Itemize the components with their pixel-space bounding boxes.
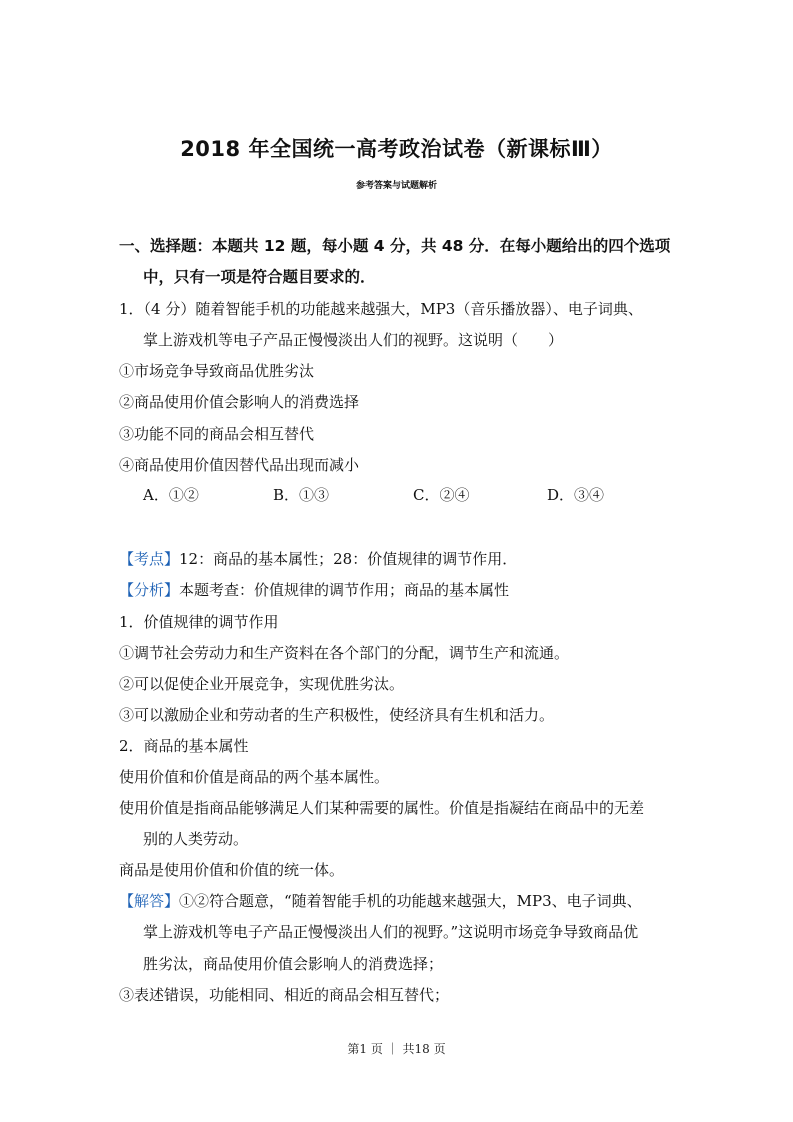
analysis-line: ③可以激励企业和劳动者的生产积极性，使经济具有生机和活力。 (119, 706, 555, 724)
option-a: A．①② (143, 486, 199, 504)
page-subtitle: 参考答案与试题解析 (355, 181, 437, 191)
fenxi-text: 本题考查：价值规律的调节作用；商品的基本属性 (179, 581, 510, 599)
analysis-line: 2．商品的基本属性 (119, 737, 249, 755)
option-c: C．②④ (413, 486, 470, 504)
jieda-text: ①②符合题意，“随着智能手机的功能越来越强大，MP3、电子词典、 (179, 892, 642, 910)
section-heading-line1: 一、选择题：本题共 12 题，每小题 4 分，共 48 分．在每小题给出的四个选项 (119, 237, 671, 255)
question-stem-line2: 掌上游戏机等电子产品正慢慢淡出人们的视野。这说明（ ） (143, 331, 564, 349)
analysis-line: 1．价值规律的调节作用 (119, 613, 279, 631)
statement-item: ①市场竞争导致商品优胜劣汰 (119, 362, 315, 380)
fenxi-line (119, 580, 509, 600)
jieda-line3: 胜劣汰，商品使用价值会影响人的消费选择； (143, 955, 444, 973)
analysis-line: 使用价值和价值是商品的两个基本属性。 (119, 768, 390, 786)
kaodian-tag: 【考点】 (119, 550, 180, 568)
statement-item: ④商品使用价值因替代品出现而减小 (119, 456, 360, 474)
statement-item: ②商品使用价值会影响人的消费选择 (119, 393, 360, 411)
jieda-line2: 掌上游戏机等电子产品正慢慢淡出人们的视野。”这说明市场竞争导致商品优 (143, 923, 639, 941)
option-d: D．③④ (547, 486, 605, 504)
question-stem-line1: 1．（4 分）随着智能手机的功能越来越强大，MP3（音乐播放器）、电子词典、 (119, 300, 643, 318)
option-b: B．①③ (273, 486, 330, 504)
analysis-line: 别的人类劳动。 (143, 830, 249, 848)
jieda-line (119, 891, 642, 911)
page-title: 2018 年全国统一高考政治试卷（新课标Ⅲ） (180, 137, 613, 161)
kaodian-line (119, 549, 517, 569)
section-heading-line2: 中，只有一项是符合题目要求的． (143, 268, 376, 286)
kaodian-text: 12：商品的基本属性；28：价值规律的调节作用． (179, 550, 518, 568)
analysis-line: 使用价值是指商品能够满足人们某种需要的属性。价值是指凝结在商品中的无差 (119, 799, 645, 817)
analysis-line: ②可以促使企业开展竞争，实现优胜劣汰。 (119, 675, 405, 693)
statement-item: ③功能不同的商品会相互替代 (119, 425, 315, 443)
page-footer: 第1 页 ｜ 共18 页 (347, 1042, 446, 1056)
jieda-tag: 【解答】 (119, 892, 180, 910)
analysis-line: 商品是使用价值和价值的统一体。 (119, 861, 345, 879)
jieda-line4: ③表述错误，功能相同、相近的商品会相互替代； (119, 986, 450, 1004)
fenxi-tag: 【分析】 (119, 581, 180, 599)
analysis-line: ①调节社会劳动力和生产资料在各个部门的分配，调节生产和流通。 (119, 644, 570, 662)
